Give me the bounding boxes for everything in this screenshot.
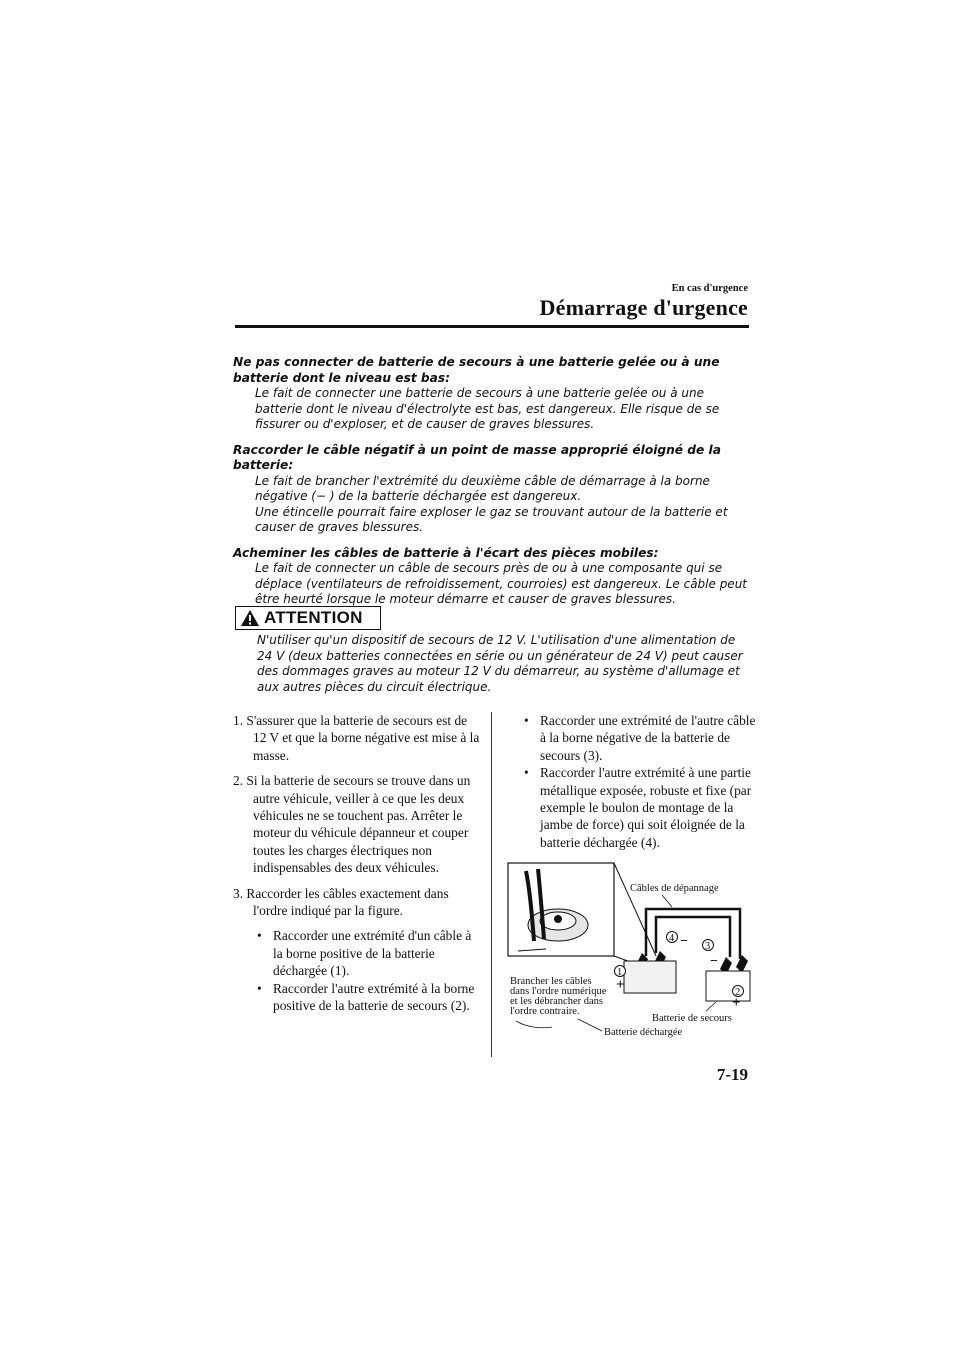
warning-heading: Raccorder le câble négatif à un point de masse approprié éloigné de la batterie: [233, 442, 721, 472]
clamp-icon [736, 955, 748, 973]
step-text: Si la batterie de secours se trouve dans un autre véhicule, veiller à ce que les deux véhicules ne se touchent pas. Arrêter le moteur du véhicule dépanneur et couper toutes les charges électriques non indispensables des deux véhicules. [246, 773, 471, 876]
instruction-line: dans l'ordre numérique [510, 986, 607, 997]
list-item [520, 764, 760, 851]
discharged-battery-label: Batterie déchargée [604, 1027, 683, 1038]
warning-text: Le fait de connecter une batterie de secours à une batterie gelée ou à une batterie dont le niveau d'électrolyte est bas, est dangereux. Elle risque de se fissurer ou d'exploser, et de causer de graves blessures. [255, 386, 720, 431]
list-item-text: Raccorder une extrémité de l'autre câble à la borne négative de la batterie de secours (3). [540, 713, 756, 763]
callout-line [662, 895, 672, 907]
warning-list [233, 355, 753, 618]
marker-1-label: 1 [617, 967, 623, 978]
list-item-text: Raccorder une extrémité d'un câble à la borne positive de la batterie déchargée (1). [273, 928, 472, 979]
column-divider [491, 712, 492, 1057]
warning-item [233, 546, 753, 608]
section-label: En cas d'urgence [671, 283, 748, 294]
bullet-icon: • [524, 765, 529, 781]
callout-line [706, 1002, 716, 1011]
list-item [520, 712, 760, 764]
callout-line [516, 1021, 552, 1028]
plus-sign-discharged: + [616, 977, 625, 993]
booster-battery-label: Batterie de secours [652, 1013, 732, 1024]
marker-2-label: 2 [735, 987, 741, 998]
warning-text: Le fait de brancher l'extrémité du deuxième câble de démarrage à la borne négative (− ) de la batterie déchargée est dangereux. [255, 473, 710, 503]
booster-battery [706, 971, 750, 1001]
warning-body [233, 561, 753, 608]
minus-sign-ground: − [680, 934, 688, 949]
bullet-icon: • [524, 713, 529, 728]
step-number: 2. [233, 773, 244, 789]
warning-item [233, 355, 753, 433]
warning-heading: Acheminer les câbles de batterie à l'écart des pièces mobiles: [233, 545, 659, 560]
step-text: S'assurer que la batterie de secours est de 12 V et que la borne négative est mise à la masse. [246, 713, 480, 763]
list-item-text: Raccorder l'autre extrémité à une partie métallique exposée, robuste et fixe (par exemple le boulon de montage de la jambe de force) qui soit éloignée de la batterie déchargée (4). [540, 765, 752, 850]
list-item [253, 927, 483, 979]
discharged-battery [624, 961, 676, 993]
warning-body [233, 386, 753, 433]
plus-sign-booster: + [732, 995, 741, 1011]
step-item [233, 885, 483, 920]
step-text: Raccorder les câbles exactement dans l'ordre indiqué par la figure. [246, 885, 449, 919]
attention-badge [235, 606, 381, 630]
warning-triangle-icon [240, 609, 260, 627]
attention-text: N'utiliser qu'un dispositif de secours de 12 V. L'utilisation d'une alimentation de 24 V (deux batteries connectées en série ou un générateur de 24 V) peut causer des dommages graves au moteur 12 V du démarreur, au système d'allumage et aux autres pièces du circuit électrique. [257, 633, 743, 694]
steps-left-column [233, 712, 483, 1015]
callout-line [578, 1019, 602, 1031]
step-item [233, 772, 483, 876]
marker-3-label: 3 [705, 941, 711, 952]
instruction-line: Brancher les câbles [510, 976, 592, 987]
warning-body [233, 474, 753, 536]
bullet-icon: • [257, 980, 262, 996]
list-item [253, 980, 483, 1015]
page-number: 7-19 [716, 1065, 748, 1084]
bullet-icon: • [257, 928, 262, 944]
step-number: 3. [233, 885, 244, 901]
warning-text: Le fait de connecter un câble de secours près de ou à une composante qui se déplace (ventilateurs de refroidissement, courroies) est dangereux. Le câble peut être heurté lorsque le moteur démarre et causer de graves blessures. [255, 561, 747, 606]
header-rule [235, 325, 749, 328]
warning-heading: Ne pas connecter de batterie de secours à une batterie gelée ou à une batterie dont le niveau est bas: [233, 355, 720, 385]
step-3-sublist [233, 927, 483, 1014]
jump-start-diagram [506, 861, 752, 1046]
strut-bolt [554, 915, 562, 923]
step-number: 1. [233, 713, 244, 728]
attention-label: ATTENTION [264, 608, 363, 627]
cables-label: Câbles de dépannage [630, 883, 719, 894]
steps-right-column [520, 712, 760, 851]
warning-item [233, 443, 753, 536]
instruction-line: et les débrancher dans [510, 996, 603, 1007]
list-item-text: Raccorder l'autre extrémité à la borne positive de la batterie de secours (2). [273, 980, 475, 1014]
marker-4-label: 4 [669, 933, 675, 944]
instruction-line: l'ordre contraire. [510, 1006, 580, 1017]
page-title: Démarrage d'urgence [539, 295, 748, 320]
minus-sign-booster: − [710, 954, 718, 969]
warning-text: Une étincelle pourrait faire exploser le gaz se trouvant autour de la batterie et causer de graves blessures. [255, 504, 728, 534]
step-item [233, 712, 483, 764]
